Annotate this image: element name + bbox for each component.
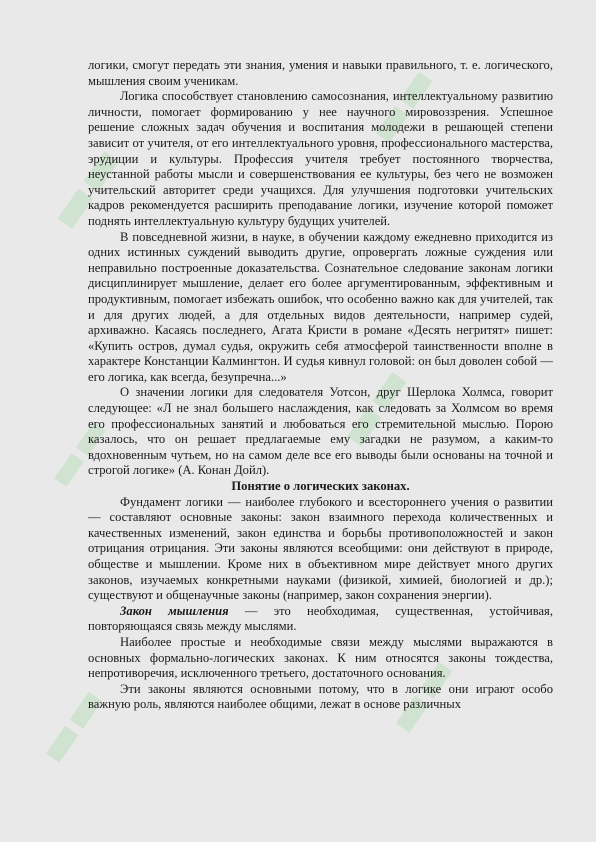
paragraph: В повседневной жизни, в науке, в обучении каждому ежедневно приходится из одних истинных суждений выводить другие, опровергать ложные суждения или неправильно построенные доказательства. Сознательное следование законам логики дисциплинирует мышление, делает его более аргументированным, эффективным и продуктивным, помогает избежать ошибок, что особенно важно как для учителей, так и для других людей, а для отдельных видов деятельности, например судей, архиважно. Касаясь последнего, Агата Кристи в романе «Десять негритят» пишет: «Купить остров, думал судья, окружить себя атмосферой таинственности вполне в характере Констанции Калмингтон. И судья кивнул головой: он был доволен собой — его логика, как всегда, безупречна...»: [88, 229, 553, 384]
paragraph-continuation: логики, смогут передать эти знания, умения и навыки правильного, т. е. логического, мышления своим ученикам.: [88, 58, 553, 88]
paragraph: Логика способствует становлению самосознания, интеллектуальному развитию личности, помогает формированию у нее научного мировоззрения. Успешное решение сложных задач обучения и воспитания молодежи в решающей степени зависит от учителя, от его интеллектуального уровня, профессионального мастерства, эрудиции и культуры. Профессия учителя требует постоянного творчества, неустанной работы мысли и совершенствования ее культуры, без чего не возможен учительский авторитет среди учащихся. Для улучшения подготовки учительских кадров рекомендуется расширить преподавание логики, изучение которой поможет поднять интеллектуальную культуру будущих учителей.: [88, 89, 553, 228]
definition-text: — это необходимая, существенная, устойчивая, повторяющаяся связь между мыслями.: [88, 603, 554, 634]
paragraph: О значении логики для следователя Уотсон, друг Шерлока Холмса, говорит следующее: «Л не знал большего наслаждения, как следовать за Холмсом во время его профессиональных занятий и любоваться его стремительной мыслью. Порою казалось, что он решает предлагаемые ему загадки не разумом, а каким-то вдохновенным чутьем, но на самом деле все его выводы были основаны на точной и строгой логике» (А. Конан Дойл).: [88, 385, 553, 478]
defined-term: Закон мышления: [120, 603, 229, 618]
watermark: ▬▬: [37, 408, 119, 498]
paragraph: Эти законы являются основными потому, что в логике они играют особо важную роль, являются наиболее общими, лежат в основе различных: [88, 681, 553, 712]
watermark: ▬▬: [326, 355, 421, 459]
watermark: ▬▬: [356, 56, 447, 155]
paragraph: Фундамент логики — наиболее глубокого и всестороннего учения о развитии — составляют основные законы: закон взаимного перехода количественных и качественных изменений, закон единства и борьбы противоположностей и закон отрицания отрицания. Эти законы являются всеобщими: они действуют в природе, обществе и мышлении. Кроме них в объективном мире действует много других законов, изучаемых конкретными науками (физикой, химией, биологией и др.); существуют и общенаучные законы (например, закон сохранения энергии).: [88, 494, 553, 603]
watermark: ▬▬: [36, 134, 135, 242]
definition-paragraph: [88, 604, 553, 635]
document-body: [88, 58, 553, 713]
watermark: ▬▬: [376, 646, 467, 745]
section-title: Понятие о логических законах.: [231, 479, 410, 494]
watermark: ▬▬: [26, 676, 117, 775]
paragraph: Наиболее простые и необходимые связи между мыслями выражаются в основных формально-логических законах. К ним относятся законы тождества, непротиворечия, исключенного третьего, достаточного основания.: [88, 634, 553, 681]
